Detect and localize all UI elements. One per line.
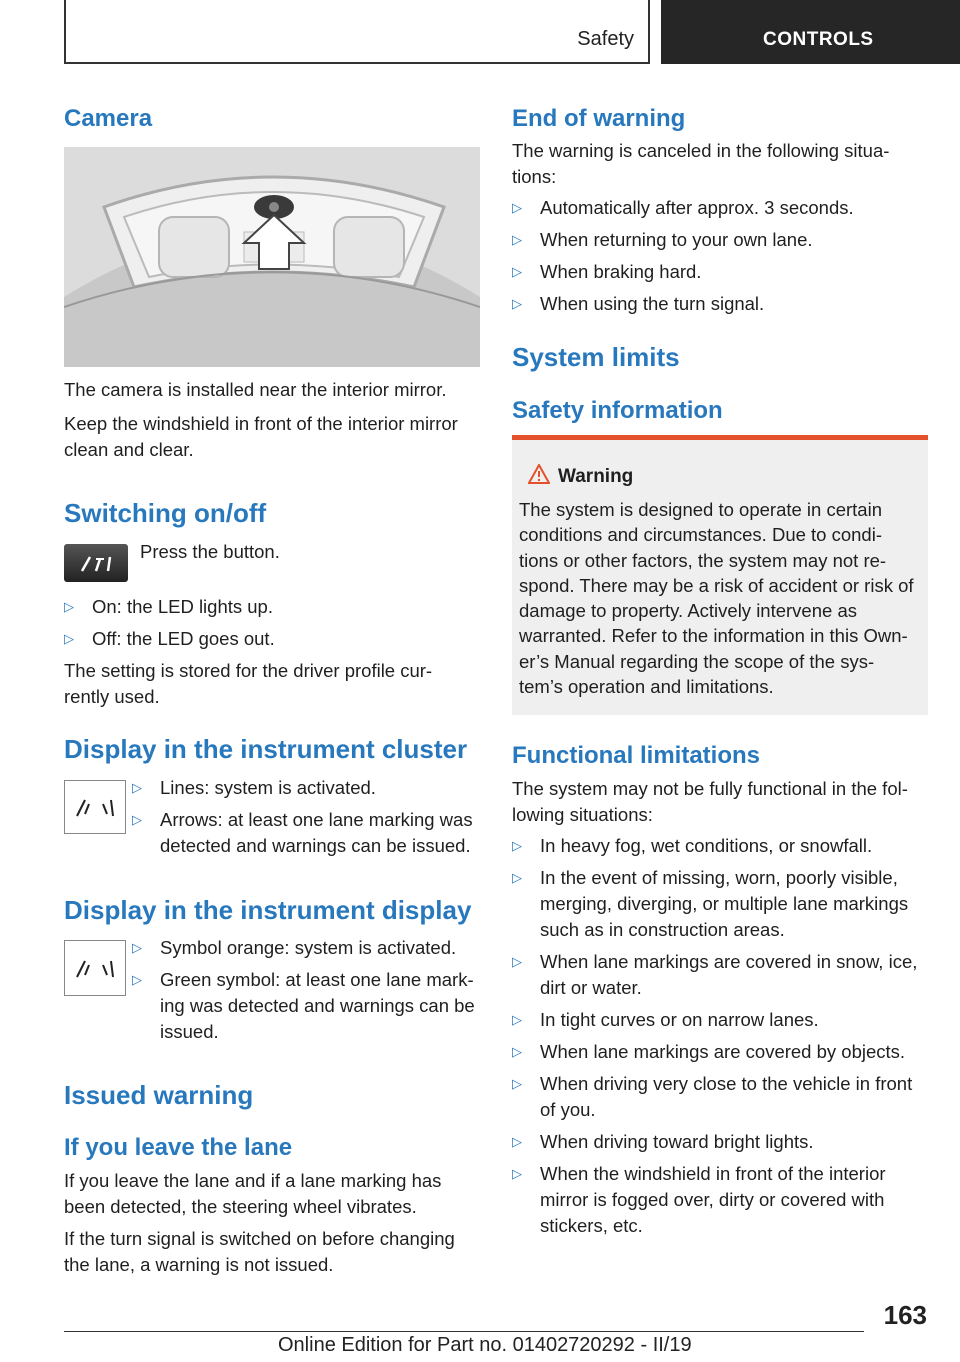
list-item: ▷ When braking hard.	[512, 259, 928, 285]
triangle-bullet-icon: ▷	[132, 940, 142, 955]
list-item: ▷ Off: the LED goes out.	[64, 626, 480, 652]
header-section-tab	[64, 0, 650, 64]
page-number: 163	[883, 1300, 927, 1330]
list-item: ▷ When using the turn signal.	[512, 291, 928, 317]
display-heading: Display in the instrument display	[64, 895, 472, 925]
functional-limitations-heading: Functional limitations	[512, 742, 761, 769]
list-item: ▷ In the event of missing, worn, poorly visible, merging, diverging, or multiple lane markings such as in construction areas.	[512, 865, 928, 943]
triangle-bullet-icon: ▷	[512, 296, 522, 311]
triangle-bullet-icon: ▷	[512, 954, 522, 969]
end-warning-paragraph: The warning is canceled in the following situa‐ tions:	[512, 140, 890, 187]
leave-lane-heading: If you leave the lane	[64, 1134, 293, 1161]
triangle-bullet-icon: ▷	[512, 870, 522, 885]
list-item: ▷ When returning to your own lane.	[512, 227, 928, 253]
chapter-title: CONTROLS	[763, 29, 874, 50]
camera-paragraph-2: Keep the windshield in front of the interior mirror clean and clear.	[64, 413, 458, 460]
cluster-bullet-list	[132, 775, 482, 859]
triangle-bullet-icon: ▷	[132, 780, 142, 795]
list-item: ▷ Arrows: at least one lane marking was detected and warnings can be issued.	[132, 807, 482, 859]
list-item: ▷ Green symbol: at least one lane mark‐ ing was detected and warnings can be issued.	[132, 967, 482, 1045]
camera-heading: Camera	[64, 105, 153, 132]
footer-divider	[64, 1331, 864, 1332]
warning-text: The system is designed to operate in certain conditions and circumstances. Due to condi‐ tions or other factors, the system may not re‐ spond. There may be a risk of accident or risk of damage to property. Actively intervene as warranted. Refer to the information in this Own‐ er’s Manual regarding the scope of the sys‐ tem’s operation and limitations.	[519, 499, 914, 698]
list-item: ▷ On: the LED lights up.	[64, 594, 480, 620]
triangle-bullet-icon: ▷	[512, 1076, 522, 1091]
triangle-bullet-icon: ▷	[512, 838, 522, 853]
display-bullet-list	[132, 935, 482, 1045]
triangle-bullet-icon: ▷	[512, 1044, 522, 1059]
triangle-bullet-icon: ▷	[132, 972, 142, 987]
cluster-heading: Display in the instrument cluster	[64, 734, 468, 764]
section-title: Safety	[577, 28, 634, 50]
list-item: ▷ When the windshield in front of the interior mirror is fogged over, dirty or covered with stickers, etc.	[512, 1161, 928, 1239]
list-item: ▷ Automatically after approx. 3 seconds.	[512, 195, 928, 221]
triangle-bullet-icon: ▷	[64, 631, 74, 646]
lane-lines-icon	[64, 780, 126, 834]
camera-paragraph-1: The camera is installed near the interior mirror.	[64, 379, 447, 400]
header-chapter-tab	[661, 0, 960, 64]
lane-departure-button-icon	[64, 544, 128, 582]
issued-warning-heading: Issued warning	[64, 1080, 254, 1110]
list-item: ▷ Symbol orange: system is activated.	[132, 935, 482, 961]
list-item: ▷ In tight curves or on narrow lanes.	[512, 1007, 928, 1033]
switching-heading: Switching on/off	[64, 498, 267, 528]
list-item: ▷ When lane markings are covered in snow, ice, dirt or water.	[512, 949, 928, 1001]
setting-stored-text: The setting is stored for the driver profile cur‐ rently used.	[64, 660, 433, 707]
functional-limitations-paragraph: The system may not be fully functional in the fol‐ lowing situations:	[512, 778, 908, 825]
switch-bullet-list	[64, 594, 480, 710]
list-item: ▷ Lines: system is activated.	[132, 775, 482, 801]
end-warning-heading: End of warning	[512, 105, 686, 132]
system-limits-heading: System limits	[512, 342, 680, 372]
list-item: ▷ In heavy fog, wet conditions, or snowfall.	[512, 833, 928, 859]
lane-symbol-icon	[64, 940, 126, 996]
triangle-bullet-icon: ▷	[64, 599, 74, 614]
list-item: ▷ When driving toward bright lights.	[512, 1129, 928, 1155]
warning-title: Warning	[558, 466, 634, 487]
list-item: ▷ When driving very close to the vehicle in front of you.	[512, 1071, 928, 1123]
safety-info-heading: Safety information	[512, 397, 723, 424]
functional-limitations-list	[512, 833, 928, 1239]
camera-location-photo	[64, 147, 480, 367]
car-interior-illustration	[64, 147, 480, 367]
edition-text: Online Edition for Part no. 01402720292 - II/19	[278, 1334, 692, 1356]
warning-box	[512, 435, 928, 715]
triangle-bullet-icon: ▷	[512, 1166, 522, 1181]
triangle-bullet-icon: ▷	[512, 200, 522, 215]
list-item: ▷ When lane markings are covered by objects.	[512, 1039, 928, 1065]
triangle-bullet-icon: ▷	[512, 264, 522, 279]
triangle-bullet-icon: ▷	[132, 812, 142, 827]
end-warning-list	[512, 195, 928, 317]
triangle-bullet-icon: ▷	[512, 1012, 522, 1027]
triangle-bullet-icon: ▷	[512, 1134, 522, 1149]
warning-triangle-icon	[528, 464, 550, 489]
press-button-text: Press the button.	[140, 541, 280, 562]
leave-lane-paragraph-2: If the turn signal is switched on before changing the lane, a warning is not issued.	[64, 1228, 455, 1275]
triangle-bullet-icon: ▷	[512, 232, 522, 247]
leave-lane-paragraph-1: If you leave the lane and if a lane marking has been detected, the steering wheel vibrates.	[64, 1170, 442, 1217]
